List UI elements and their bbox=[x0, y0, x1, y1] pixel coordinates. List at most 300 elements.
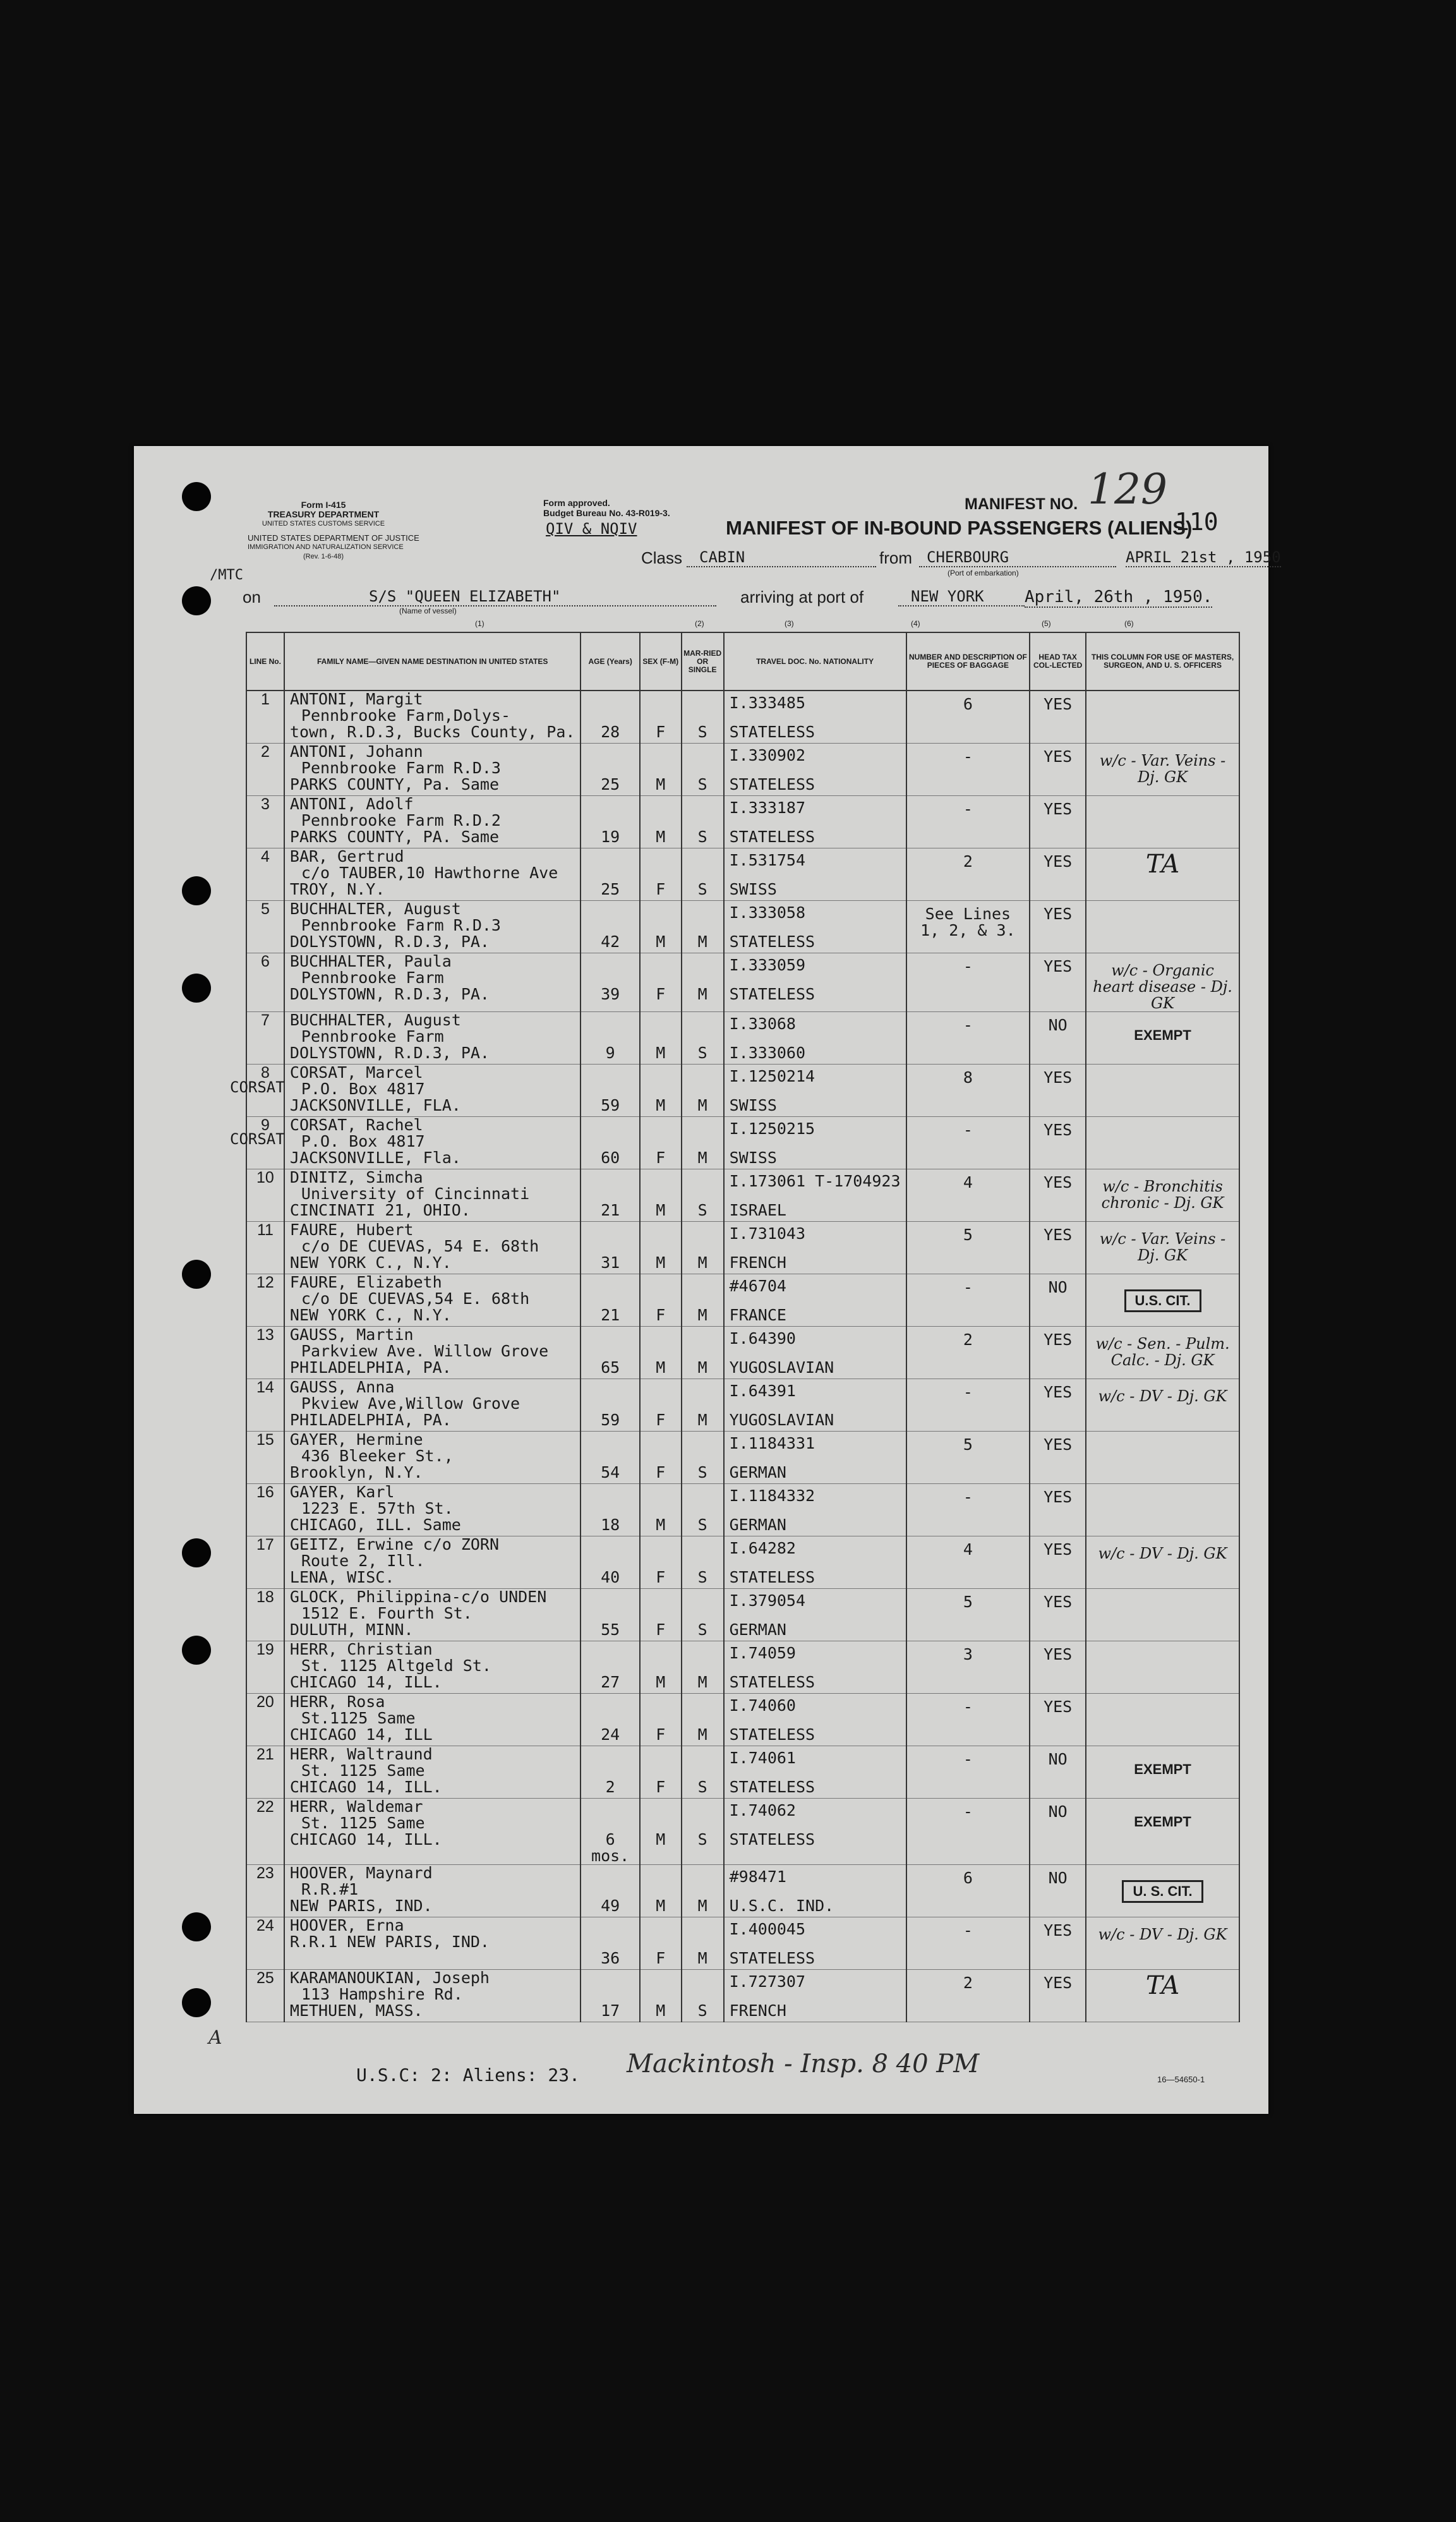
passenger-name: HERR, Waltraund bbox=[289, 1746, 433, 1763]
sex-cell bbox=[640, 691, 682, 744]
head-tax-cell bbox=[1030, 901, 1086, 953]
margin-mark: A bbox=[208, 2027, 222, 2049]
travel-doc-number: #98471 bbox=[729, 1867, 786, 1886]
travel-doc-number: I.333059 bbox=[729, 956, 806, 974]
travel-doc-number: I.330902 bbox=[729, 746, 806, 764]
age-value: 21 bbox=[601, 1201, 620, 1219]
head-tax-cell bbox=[1030, 848, 1086, 901]
destination-line: PHILADELPHIA, PA. bbox=[289, 1360, 452, 1376]
head-tax-value: YES bbox=[1044, 1226, 1073, 1244]
sex-cell bbox=[640, 1117, 682, 1169]
destination-line: Brooklyn, N.Y. bbox=[289, 1464, 423, 1481]
print-code: 16—54650-1 bbox=[1157, 2075, 1205, 2084]
marital-status-cell bbox=[682, 1065, 724, 1117]
head-tax-value: YES bbox=[1044, 1540, 1073, 1559]
passenger-name-cell bbox=[284, 1694, 581, 1746]
line-number-cell bbox=[246, 1746, 284, 1799]
destination-line: Pennbrooke Farm,Dolys- bbox=[301, 708, 511, 724]
baggage-count: 2 bbox=[963, 1330, 973, 1349]
destination-line: JACKSONVILLE, FLA. bbox=[289, 1097, 461, 1114]
travel-doc-cell bbox=[724, 744, 906, 796]
table-header-row bbox=[246, 632, 1239, 691]
col-num-4: (4) bbox=[911, 619, 920, 628]
remarks-cell bbox=[1086, 1169, 1239, 1222]
sex-cell bbox=[640, 1484, 682, 1536]
customs-service: UNITED STATES CUSTOMS SERVICE bbox=[262, 520, 385, 528]
marital-status-value: S bbox=[697, 1568, 707, 1586]
baggage-cell bbox=[906, 1484, 1030, 1536]
line-number-cell bbox=[246, 1432, 284, 1484]
travel-doc-number: I.74059 bbox=[729, 1644, 796, 1662]
line-number: 8 bbox=[260, 1064, 270, 1082]
line-number-cell bbox=[246, 1694, 284, 1746]
head-tax-cell bbox=[1030, 1327, 1086, 1379]
line-number-cell bbox=[246, 1379, 284, 1432]
remark-note: U. S. CIT. bbox=[1122, 1880, 1203, 1903]
marital-status-value: S bbox=[697, 2001, 707, 2020]
marital-status-value: S bbox=[697, 828, 707, 846]
head-tax-value: YES bbox=[1044, 1173, 1073, 1192]
line-number: 20 bbox=[256, 1693, 274, 1711]
head-tax-cell bbox=[1030, 1065, 1086, 1117]
line-number: 24 bbox=[256, 1917, 274, 1934]
age-cell bbox=[581, 1865, 639, 1917]
age-value: 65 bbox=[601, 1358, 620, 1377]
age-cell bbox=[581, 1970, 639, 2022]
passenger-name: BAR, Gertrud bbox=[289, 848, 404, 865]
passenger-name-cell bbox=[284, 1589, 581, 1641]
marital-status-value: S bbox=[697, 723, 707, 741]
marital-status-cell bbox=[682, 1432, 724, 1484]
marital-status-cell bbox=[682, 1274, 724, 1327]
marital-status-cell bbox=[682, 1970, 724, 2022]
remarks-cell bbox=[1086, 1327, 1239, 1379]
baggage-cell bbox=[906, 1065, 1030, 1117]
remark-note: EXEMPT bbox=[1134, 1761, 1191, 1777]
table-row bbox=[246, 744, 1239, 796]
marital-status-value: S bbox=[697, 880, 707, 898]
head-tax-cell bbox=[1030, 744, 1086, 796]
age-value: 59 bbox=[601, 1411, 620, 1429]
travel-doc-cell bbox=[724, 1865, 906, 1917]
remark-note: w/c - Var. Veins - Dj. GK bbox=[1099, 752, 1226, 786]
remark-note: w/c - DV - Dj. GK bbox=[1098, 1387, 1227, 1405]
margin-note-corsat: CORSAT bbox=[230, 1130, 285, 1148]
travel-doc-number: I.74061 bbox=[729, 1749, 796, 1767]
baggage-count: 5 bbox=[963, 1435, 973, 1454]
manifest-number-label: MANIFEST NO. bbox=[965, 495, 1078, 513]
binder-hole bbox=[182, 974, 211, 1003]
line-number: 22 bbox=[256, 1798, 274, 1816]
destination-line: DOLYSTOWN, R.D.3, PA. bbox=[289, 986, 490, 1003]
travel-doc-number: I.173061 T-1704923 bbox=[729, 1172, 901, 1190]
head-tax-cell bbox=[1030, 1589, 1086, 1641]
age-value: 42 bbox=[601, 932, 620, 951]
passenger-name-cell bbox=[284, 744, 581, 796]
baggage-cell bbox=[906, 1536, 1030, 1589]
travel-doc-cell bbox=[724, 1274, 906, 1327]
marital-status-value: M bbox=[697, 1306, 707, 1324]
remark-note: w/c - DV - Dj. GK bbox=[1098, 1545, 1227, 1562]
visa-class: QIV & NQIV bbox=[546, 520, 637, 538]
remark-note: w/c - Sen. - Pulm. Calc. - Dj. GK bbox=[1095, 1335, 1230, 1369]
marital-status-cell bbox=[682, 1917, 724, 1970]
sex-value: M bbox=[656, 1897, 666, 1915]
baggage-cell bbox=[906, 1117, 1030, 1169]
passenger-name: HOOVER, Maynard bbox=[289, 1865, 433, 1881]
passenger-name-cell bbox=[284, 953, 581, 1012]
age-value: 54 bbox=[601, 1463, 620, 1481]
travel-doc-number: I.74060 bbox=[729, 1696, 796, 1715]
head-tax-value: NO bbox=[1048, 1016, 1068, 1034]
baggage-cell bbox=[906, 953, 1030, 1012]
line-number: 11 bbox=[256, 1221, 274, 1239]
marital-status-value: M bbox=[697, 1725, 707, 1744]
sex-cell bbox=[640, 1222, 682, 1274]
age-value: 19 bbox=[601, 828, 620, 846]
destination-line: Pennbrooke Farm R.D.2 bbox=[301, 812, 501, 829]
col-header-remarks: THIS COLUMN FOR USE OF MASTERS, SURGEON, AND U. S. OFFICERS bbox=[1086, 632, 1239, 691]
sex-cell bbox=[640, 1012, 682, 1065]
age-value: 18 bbox=[601, 1516, 620, 1534]
nationality: FRENCH bbox=[729, 2001, 786, 2020]
port-of-embarkation: CHERBOURG bbox=[919, 548, 1116, 567]
age-value: 39 bbox=[601, 985, 620, 1003]
marital-status-cell bbox=[682, 1865, 724, 1917]
line-number-cell bbox=[246, 1484, 284, 1536]
passenger-name: FAURE, Hubert bbox=[289, 1222, 414, 1238]
line-number: 9 bbox=[260, 1116, 270, 1134]
sex-value: M bbox=[656, 828, 666, 846]
sex-value: M bbox=[656, 1516, 666, 1534]
passenger-name-cell bbox=[284, 1917, 581, 1970]
age-cell bbox=[581, 1799, 639, 1865]
arrival-date: April, 26th , 1950. bbox=[1025, 588, 1213, 606]
line-number-cell bbox=[246, 1799, 284, 1865]
age-cell bbox=[581, 953, 639, 1012]
travel-doc-cell bbox=[724, 848, 906, 901]
age-cell bbox=[581, 1274, 639, 1327]
binder-hole bbox=[182, 1988, 211, 2017]
table-row bbox=[246, 1484, 1239, 1536]
baggage-count: - bbox=[963, 1802, 973, 1821]
sex-cell bbox=[640, 1641, 682, 1694]
table-row bbox=[246, 1917, 1239, 1970]
marital-status-cell bbox=[682, 1327, 724, 1379]
head-tax-value: NO bbox=[1048, 1869, 1068, 1887]
budget-bureau: Budget Bureau No. 43-R019-3. bbox=[543, 508, 670, 518]
col-header-head-tax: HEAD TAX COL-LECTED bbox=[1030, 632, 1086, 691]
head-tax-value: YES bbox=[1044, 1121, 1073, 1139]
arriving-label: arriving at port of bbox=[740, 588, 864, 606]
passenger-name: GAYER, Hermine bbox=[289, 1432, 423, 1448]
destination-line: DOLYSTOWN, R.D.3, PA. bbox=[289, 934, 490, 950]
table-row bbox=[246, 1694, 1239, 1746]
travel-doc-cell bbox=[724, 1641, 906, 1694]
col-header-line: LINE No. bbox=[246, 632, 284, 691]
baggage-cell bbox=[906, 1746, 1030, 1799]
marital-status-cell bbox=[682, 796, 724, 848]
age-value: 59 bbox=[601, 1096, 620, 1114]
travel-doc-cell bbox=[724, 1917, 906, 1970]
justice-header bbox=[248, 533, 419, 562]
sex-value: F bbox=[656, 1463, 666, 1481]
line-number: 25 bbox=[256, 1969, 274, 1987]
marital-status-cell bbox=[682, 1012, 724, 1065]
baggage-count: - bbox=[963, 800, 973, 818]
destination-line: Pennbrooke Farm bbox=[301, 1029, 444, 1045]
passenger-name-cell bbox=[284, 1970, 581, 2022]
line-number-cell bbox=[246, 1917, 284, 1970]
line-number-cell bbox=[246, 744, 284, 796]
sex-value: M bbox=[656, 1096, 666, 1114]
remarks-cell bbox=[1086, 1536, 1239, 1589]
travel-doc-cell bbox=[724, 1694, 906, 1746]
baggage-count: - bbox=[963, 1383, 973, 1401]
binder-hole bbox=[182, 1538, 211, 1567]
destination-line: PHILADELPHIA, PA. bbox=[289, 1412, 452, 1428]
travel-doc-cell bbox=[724, 953, 906, 1012]
travel-doc-cell bbox=[724, 1012, 906, 1065]
travel-doc-number: I.333058 bbox=[729, 903, 806, 922]
travel-doc-number: I.1184331 bbox=[729, 1434, 815, 1452]
line-number: 14 bbox=[256, 1379, 274, 1396]
sex-cell bbox=[640, 953, 682, 1012]
passenger-name-cell bbox=[284, 1746, 581, 1799]
line-number-cell bbox=[246, 1169, 284, 1222]
passenger-name-cell bbox=[284, 691, 581, 744]
table-row bbox=[246, 1327, 1239, 1379]
baggage-cell bbox=[906, 1012, 1030, 1065]
line-number: 3 bbox=[260, 795, 270, 813]
travel-doc-cell bbox=[724, 1484, 906, 1536]
line-number: 5 bbox=[260, 900, 270, 918]
travel-doc-cell bbox=[724, 796, 906, 848]
baggage-cell bbox=[906, 1917, 1030, 1970]
table-row bbox=[246, 1065, 1239, 1117]
travel-doc-cell bbox=[724, 1536, 906, 1589]
sex-value: M bbox=[656, 775, 666, 793]
baggage-cell bbox=[906, 744, 1030, 796]
age-cell bbox=[581, 796, 639, 848]
age-cell bbox=[581, 691, 639, 744]
passenger-name-cell bbox=[284, 1379, 581, 1432]
marital-status-value: M bbox=[697, 1897, 707, 1915]
marital-status-value: S bbox=[697, 1201, 707, 1219]
passenger-name: ANTONI, Adolf bbox=[289, 796, 414, 812]
nationality: STATELESS bbox=[729, 775, 815, 793]
table-row bbox=[246, 1222, 1239, 1274]
line-number: 7 bbox=[260, 1011, 270, 1029]
destination-line: METHUEN, MASS. bbox=[289, 2003, 423, 2019]
baggage-count: - bbox=[963, 1488, 973, 1506]
baggage-cell bbox=[906, 901, 1030, 953]
travel-doc-cell bbox=[724, 1432, 906, 1484]
passenger-name-cell bbox=[284, 1536, 581, 1589]
col-num-6: (6) bbox=[1124, 619, 1134, 628]
sex-cell bbox=[640, 901, 682, 953]
age-value: 25 bbox=[601, 775, 620, 793]
binder-hole bbox=[182, 1912, 211, 1941]
arrival-port: NEW YORK bbox=[898, 588, 1025, 606]
head-tax-value: YES bbox=[1044, 1330, 1073, 1349]
head-tax-value: NO bbox=[1048, 1802, 1068, 1821]
baggage-count: - bbox=[963, 1750, 973, 1768]
head-tax-cell bbox=[1030, 1970, 1086, 2022]
remark-note: U.S. CIT. bbox=[1124, 1289, 1201, 1312]
line-number-cell bbox=[246, 1536, 284, 1589]
destination-line: Pennbrooke Farm R.D.3 bbox=[301, 917, 501, 934]
line-number: 17 bbox=[256, 1536, 274, 1554]
remarks-cell bbox=[1086, 848, 1239, 901]
sex-cell bbox=[640, 1589, 682, 1641]
sex-value: F bbox=[656, 1725, 666, 1744]
baggage-cell bbox=[906, 1222, 1030, 1274]
age-cell bbox=[581, 1065, 639, 1117]
form-header-left bbox=[260, 500, 387, 529]
head-tax-value: YES bbox=[1044, 1593, 1073, 1611]
travel-doc-number: I.74062 bbox=[729, 1801, 796, 1819]
travel-doc-number: I.333187 bbox=[729, 799, 806, 817]
baggage-cell bbox=[906, 691, 1030, 744]
baggage-count: - bbox=[963, 747, 973, 766]
sex-value: M bbox=[656, 1201, 666, 1219]
manifest-title: MANIFEST OF IN-BOUND PASSENGERS (ALIENS) bbox=[726, 517, 1193, 539]
baggage-count: - bbox=[963, 1698, 973, 1716]
head-tax-cell bbox=[1030, 1917, 1086, 1970]
travel-doc-cell bbox=[724, 1117, 906, 1169]
travel-doc-cell bbox=[724, 901, 906, 953]
baggage-count: 3 bbox=[963, 1645, 973, 1663]
travel-doc-cell bbox=[724, 1746, 906, 1799]
nationality: FRANCE bbox=[729, 1306, 786, 1324]
sex-value: F bbox=[656, 1306, 666, 1324]
line-number-cell bbox=[246, 1641, 284, 1694]
travel-doc-number: I.731043 bbox=[729, 1224, 806, 1243]
sex-cell bbox=[640, 744, 682, 796]
destination-line: PARKS COUNTY, PA. Same bbox=[289, 829, 500, 845]
destination-line: NEW YORK C., N.Y. bbox=[289, 1307, 452, 1324]
baggage-cell bbox=[906, 1799, 1030, 1865]
destination-line: Pennbrooke Farm R.D.3 bbox=[301, 760, 501, 776]
marital-status-value: M bbox=[697, 1411, 707, 1429]
remark-note: TA bbox=[1145, 850, 1180, 879]
passenger-name: BUCHHALTER, August bbox=[289, 901, 461, 917]
passenger-name-cell bbox=[284, 1274, 581, 1327]
remarks-cell bbox=[1086, 1012, 1239, 1065]
destination-line: 113 Hampshire Rd. bbox=[301, 1986, 463, 2003]
sex-value: F bbox=[656, 880, 666, 898]
passenger-name: HERR, Rosa bbox=[289, 1694, 385, 1710]
table-row bbox=[246, 1970, 1239, 2022]
sex-cell bbox=[640, 1432, 682, 1484]
destination-line: CINCINATI 21, OHIO. bbox=[289, 1202, 471, 1219]
binder-hole bbox=[182, 1260, 211, 1289]
col-num-3: (3) bbox=[785, 619, 794, 628]
passenger-name: DINITZ, Simcha bbox=[289, 1169, 423, 1186]
line-number: 1 bbox=[260, 691, 270, 708]
travel-doc-number: I.64390 bbox=[729, 1329, 796, 1348]
sex-value: M bbox=[656, 1673, 666, 1691]
nationality: STATELESS bbox=[729, 1725, 815, 1744]
marital-status-cell bbox=[682, 1799, 724, 1865]
marital-status-value: S bbox=[697, 1516, 707, 1534]
destination-line: 436 Bleeker St., bbox=[301, 1448, 454, 1464]
destination-line: Pennbrooke Farm bbox=[301, 970, 444, 986]
destination-line: Route 2, Ill. bbox=[301, 1553, 425, 1569]
passenger-name: GEITZ, Erwine c/o ZORN bbox=[289, 1536, 500, 1553]
col-header-married: MAR-RIED OR SINGLE bbox=[682, 632, 724, 691]
head-tax-value: YES bbox=[1044, 1068, 1073, 1087]
sex-value: M bbox=[656, 1253, 666, 1272]
head-tax-cell bbox=[1030, 1117, 1086, 1169]
marital-status-cell bbox=[682, 1746, 724, 1799]
age-cell bbox=[581, 1117, 639, 1169]
col-header-sex: SEX (F-M) bbox=[640, 632, 682, 691]
sex-value: M bbox=[656, 932, 666, 951]
sex-cell bbox=[640, 1970, 682, 2022]
travel-doc-number: I.1184332 bbox=[729, 1487, 815, 1505]
remarks-cell bbox=[1086, 1865, 1239, 1917]
nationality: STATELESS bbox=[729, 1778, 815, 1796]
travel-doc-number: I.400045 bbox=[729, 1920, 806, 1938]
travel-doc-number: I.531754 bbox=[729, 851, 806, 869]
destination-line: CHICAGO 14, ILL. bbox=[289, 1779, 442, 1795]
table-row bbox=[246, 1274, 1239, 1327]
baggage-count: See Lines 1, 2, & 3. bbox=[920, 905, 1016, 939]
from-label: from bbox=[879, 548, 912, 567]
nationality: STATELESS bbox=[729, 1949, 815, 1967]
passenger-name: GAYER, Karl bbox=[289, 1484, 395, 1500]
sex-cell bbox=[640, 796, 682, 848]
age-value: 55 bbox=[601, 1620, 620, 1639]
remarks-cell bbox=[1086, 1484, 1239, 1536]
head-tax-value: YES bbox=[1044, 1645, 1073, 1663]
head-tax-cell bbox=[1030, 796, 1086, 848]
passenger-name-cell bbox=[284, 1432, 581, 1484]
baggage-cell bbox=[906, 796, 1030, 848]
remarks-cell bbox=[1086, 1274, 1239, 1327]
sex-value: F bbox=[656, 1568, 666, 1586]
head-tax-value: YES bbox=[1044, 957, 1073, 975]
destination-line: c/o DE CUEVAS,54 E. 68th bbox=[301, 1291, 530, 1307]
nationality: YUGOSLAVIAN bbox=[729, 1411, 834, 1429]
sex-value: F bbox=[656, 1949, 666, 1967]
remark-note: w/c - Organic heart disease - Dj. GK bbox=[1093, 962, 1232, 1012]
line-number: 16 bbox=[256, 1483, 274, 1501]
form-number: Form I-415 bbox=[301, 500, 346, 510]
sex-value: M bbox=[656, 1830, 666, 1849]
head-tax-cell bbox=[1030, 1746, 1086, 1799]
marital-status-value: M bbox=[697, 985, 707, 1003]
destination-line: 1512 E. Fourth St. bbox=[301, 1605, 472, 1622]
head-tax-value: YES bbox=[1044, 747, 1073, 766]
nationality: GERMAN bbox=[729, 1516, 786, 1534]
marital-status-value: M bbox=[697, 1949, 707, 1967]
travel-doc-number: I.64391 bbox=[729, 1382, 796, 1400]
age-cell bbox=[581, 1222, 639, 1274]
line-number: 21 bbox=[256, 1746, 274, 1763]
treasury-dept: TREASURY DEPARTMENT bbox=[267, 509, 380, 519]
passenger-name: GAUSS, Martin bbox=[289, 1327, 414, 1343]
age-value: 27 bbox=[601, 1673, 620, 1691]
destination-line: PARKS COUNTY, Pa. Same bbox=[289, 776, 500, 793]
travel-doc-cell bbox=[724, 1327, 906, 1379]
passenger-name-cell bbox=[284, 796, 581, 848]
nationality: STATELESS bbox=[729, 723, 815, 741]
col-header-age: AGE (Years) bbox=[581, 632, 639, 691]
passenger-name-cell bbox=[284, 1222, 581, 1274]
